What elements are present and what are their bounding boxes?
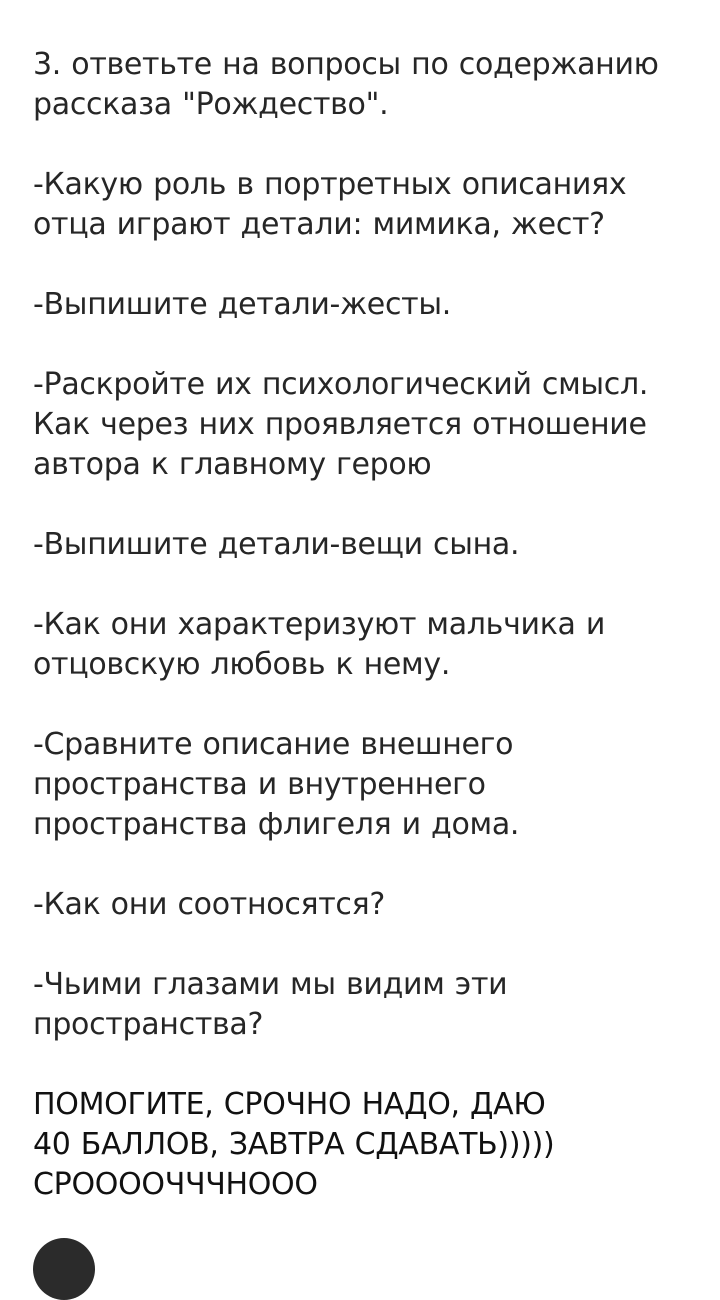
paragraph-question-relation — [33, 885, 708, 925]
text-line: СРООООЧЧЧНООО — [33, 1167, 318, 1202]
paragraph-question-portrait — [33, 165, 708, 245]
paragraph-question-gestures — [33, 285, 708, 325]
paragraph-question-boy — [33, 605, 708, 685]
text-line: рассказа "Рождество". — [33, 87, 389, 122]
paragraph-question-things — [33, 525, 708, 565]
text-line: -Выпишите детали-вещи сына. — [33, 527, 520, 562]
text-line: 40 БАЛЛОВ, ЗАВТРА СДАВАТЬ))))) — [33, 1127, 555, 1162]
text-line: пространства и внутреннего — [33, 767, 486, 802]
text-line: -Выпишите детали-жесты. — [33, 287, 451, 322]
text-line: отцовскую любовь к нему. — [33, 647, 451, 682]
paragraph-question-psychology — [33, 365, 708, 485]
text-line: ПОМОГИТЕ, СРОЧНО НАДО, ДАЮ — [33, 1087, 546, 1122]
text-line: -Как они характеризуют мальчика и — [33, 607, 606, 642]
text-line: пространства флигеля и дома. — [33, 807, 520, 842]
paragraph-question-eyes — [33, 965, 708, 1045]
paragraph-help-request — [33, 1085, 708, 1205]
text-line: отца играют детали: мимика, жест? — [33, 207, 605, 242]
text-line: -Сравните описание внешнего — [33, 727, 514, 762]
question-text — [33, 45, 708, 1245]
text-line: пространства? — [33, 1007, 264, 1042]
text-line: -Какую роль в портретных описаниях — [33, 167, 627, 202]
text-line: -Раскройте их психологический смысл. — [33, 367, 649, 402]
paragraph-question-space — [33, 725, 708, 845]
text-line: -Как они соотносятся? — [33, 887, 385, 922]
paragraph-task-intro — [33, 45, 708, 125]
text-line: автора к главному герою — [33, 447, 432, 482]
text-line: Как через них проявляется отношение — [33, 407, 647, 442]
avatar[interactable] — [33, 1238, 95, 1300]
text-line: 3. ответьте на вопросы по содержанию — [33, 47, 659, 82]
text-line: -Чьими глазами мы видим эти — [33, 967, 508, 1002]
